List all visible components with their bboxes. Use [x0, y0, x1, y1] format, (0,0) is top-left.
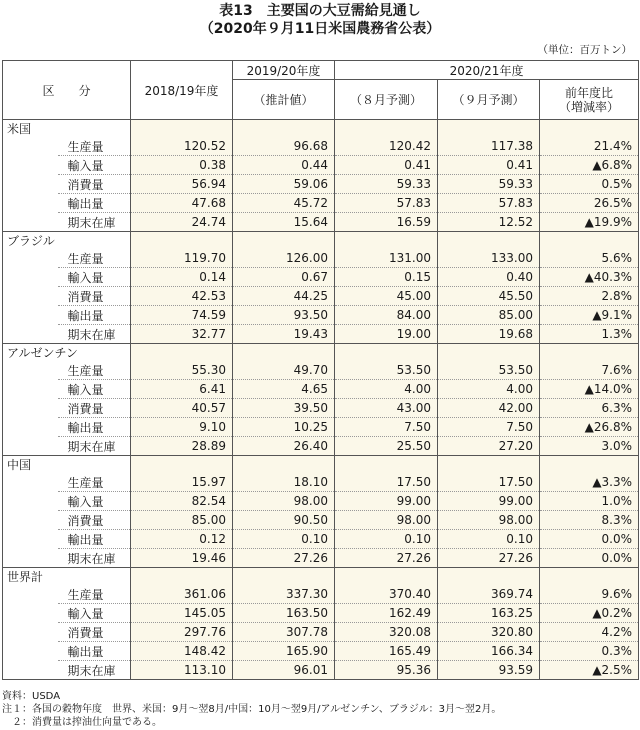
- empty-cell: [131, 456, 233, 474]
- value-cell: ▲26.8%: [540, 418, 639, 437]
- table-row: [3, 156, 639, 175]
- table-row: [3, 511, 639, 530]
- value-cell: 6.3%: [540, 399, 639, 418]
- value-cell: 84.00: [335, 306, 438, 325]
- value-cell: 4.2%: [540, 623, 639, 642]
- item-label: 消費量: [58, 287, 131, 306]
- value-cell: 32.77: [131, 325, 233, 344]
- value-cell: 0.38: [131, 156, 233, 175]
- empty-cell: [438, 344, 540, 362]
- value-cell: 3.0%: [540, 437, 639, 456]
- value-cell: ▲0.2%: [540, 604, 639, 623]
- table-row: [3, 306, 639, 325]
- value-cell: 95.36: [335, 661, 438, 680]
- indent-cell: [3, 473, 58, 492]
- header-2018: 2018/19年度: [131, 61, 233, 120]
- empty-cell: [335, 232, 438, 250]
- table-row: [3, 418, 639, 437]
- table-row: [3, 268, 639, 287]
- value-cell: 307.78: [233, 623, 335, 642]
- indent-cell: [3, 249, 58, 268]
- table-body: [3, 120, 639, 680]
- indent-cell: [3, 268, 58, 287]
- empty-cell: [540, 232, 639, 250]
- value-cell: 320.08: [335, 623, 438, 642]
- value-cell: 0.44: [233, 156, 335, 175]
- indent-cell: [3, 549, 58, 568]
- item-label: 輸出量: [58, 418, 131, 437]
- value-cell: 337.30: [233, 585, 335, 604]
- value-cell: 53.50: [438, 361, 540, 380]
- header-2020-group: 2020/21年度: [335, 61, 639, 80]
- value-cell: 17.50: [438, 473, 540, 492]
- value-cell: 0.0%: [540, 549, 639, 568]
- indent-cell: [3, 399, 58, 418]
- table-row: [3, 399, 639, 418]
- supply-demand-table: [2, 60, 639, 680]
- value-cell: 0.10: [438, 530, 540, 549]
- item-label: 期末在庫: [58, 325, 131, 344]
- value-cell: 53.50: [335, 361, 438, 380]
- value-cell: 98.00: [233, 492, 335, 511]
- value-cell: 27.26: [335, 549, 438, 568]
- value-cell: 98.00: [335, 511, 438, 530]
- value-cell: 119.70: [131, 249, 233, 268]
- value-cell: 15.64: [233, 213, 335, 232]
- value-cell: 297.76: [131, 623, 233, 642]
- item-label: 輸出量: [58, 642, 131, 661]
- value-cell: 19.46: [131, 549, 233, 568]
- value-cell: 0.15: [335, 268, 438, 287]
- table-row: [3, 530, 639, 549]
- value-cell: 27.26: [233, 549, 335, 568]
- unit-label: （単位：百万トン）: [537, 44, 632, 56]
- value-cell: ▲40.3%: [540, 268, 639, 287]
- item-label: 輸出量: [58, 306, 131, 325]
- empty-cell: [233, 344, 335, 362]
- table-row: [3, 623, 639, 642]
- group-row: [3, 568, 639, 586]
- value-cell: 369.74: [438, 585, 540, 604]
- value-cell: 47.68: [131, 194, 233, 213]
- group-row: [3, 344, 639, 362]
- indent-cell: [3, 642, 58, 661]
- group-name: 米国: [3, 120, 131, 138]
- value-cell: 0.5%: [540, 175, 639, 194]
- group-row: [3, 232, 639, 250]
- empty-cell: [131, 344, 233, 362]
- value-cell: 15.97: [131, 473, 233, 492]
- value-cell: 5.6%: [540, 249, 639, 268]
- table-row: [3, 175, 639, 194]
- value-cell: ▲2.5%: [540, 661, 639, 680]
- value-cell: 25.50: [335, 437, 438, 456]
- table-row: [3, 549, 639, 568]
- value-cell: 99.00: [438, 492, 540, 511]
- value-cell: 0.12: [131, 530, 233, 549]
- value-cell: 120.42: [335, 137, 438, 156]
- value-cell: 90.50: [233, 511, 335, 530]
- group-name: ブラジル: [3, 232, 131, 250]
- item-label: 生産量: [58, 249, 131, 268]
- indent-cell: [3, 585, 58, 604]
- header-category: 区 分: [3, 61, 131, 120]
- value-cell: 39.50: [233, 399, 335, 418]
- value-cell: 9.6%: [540, 585, 639, 604]
- empty-cell: [540, 568, 639, 586]
- item-label: 輸入量: [58, 380, 131, 399]
- value-cell: 96.68: [233, 137, 335, 156]
- group-row: [3, 456, 639, 474]
- value-cell: ▲14.0%: [540, 380, 639, 399]
- value-cell: 96.01: [233, 661, 335, 680]
- value-cell: 85.00: [438, 306, 540, 325]
- indent-cell: [3, 437, 58, 456]
- value-cell: 133.00: [438, 249, 540, 268]
- item-label: 輸出量: [58, 194, 131, 213]
- value-cell: ▲9.1%: [540, 306, 639, 325]
- value-cell: 2.8%: [540, 287, 639, 306]
- item-label: 消費量: [58, 175, 131, 194]
- value-cell: 0.3%: [540, 642, 639, 661]
- header-2019-group: 2019/20年度: [233, 61, 335, 80]
- value-cell: 361.06: [131, 585, 233, 604]
- value-cell: 0.40: [438, 268, 540, 287]
- table-row: [3, 642, 639, 661]
- empty-cell: [540, 456, 639, 474]
- indent-cell: [3, 287, 58, 306]
- indent-cell: [3, 156, 58, 175]
- value-cell: 59.06: [233, 175, 335, 194]
- value-cell: 49.70: [233, 361, 335, 380]
- empty-cell: [131, 232, 233, 250]
- value-cell: 370.40: [335, 585, 438, 604]
- empty-cell: [131, 568, 233, 586]
- table-row: [3, 325, 639, 344]
- table-row: [3, 380, 639, 399]
- value-cell: 6.41: [131, 380, 233, 399]
- empty-cell: [335, 568, 438, 586]
- empty-cell: [438, 456, 540, 474]
- value-cell: 0.67: [233, 268, 335, 287]
- value-cell: 113.10: [131, 661, 233, 680]
- value-cell: 59.33: [335, 175, 438, 194]
- table-row: [3, 194, 639, 213]
- value-cell: 85.00: [131, 511, 233, 530]
- value-cell: 145.05: [131, 604, 233, 623]
- indent-cell: [3, 194, 58, 213]
- item-label: 輸入量: [58, 268, 131, 287]
- value-cell: 44.25: [233, 287, 335, 306]
- indent-cell: [3, 492, 58, 511]
- group-name: 中国: [3, 456, 131, 474]
- table-row: [3, 137, 639, 156]
- value-cell: 7.6%: [540, 361, 639, 380]
- value-cell: 93.50: [233, 306, 335, 325]
- value-cell: 26.5%: [540, 194, 639, 213]
- value-cell: 7.50: [335, 418, 438, 437]
- value-cell: 1.0%: [540, 492, 639, 511]
- value-cell: 19.00: [335, 325, 438, 344]
- value-cell: 12.52: [438, 213, 540, 232]
- value-cell: 0.10: [335, 530, 438, 549]
- value-cell: 0.0%: [540, 530, 639, 549]
- value-cell: 10.25: [233, 418, 335, 437]
- table-row: [3, 361, 639, 380]
- value-cell: 18.10: [233, 473, 335, 492]
- item-label: 期末在庫: [58, 437, 131, 456]
- value-cell: 4.65: [233, 380, 335, 399]
- value-cell: 57.83: [335, 194, 438, 213]
- item-label: 生産量: [58, 361, 131, 380]
- table-row: [3, 473, 639, 492]
- empty-cell: [233, 568, 335, 586]
- empty-cell: [438, 568, 540, 586]
- item-label: 輸入量: [58, 604, 131, 623]
- note-1: 注１：各国の穀物年度 世界、米国：9月～翌8月/中国：10月～翌9月/アルゼンチン、ブラジル：3月～翌2月。: [2, 704, 502, 715]
- table-row: [3, 213, 639, 232]
- value-cell: 55.30: [131, 361, 233, 380]
- value-cell: 117.38: [438, 137, 540, 156]
- value-cell: 27.20: [438, 437, 540, 456]
- header-2020-sep: （９月予測）: [438, 80, 540, 120]
- indent-cell: [3, 306, 58, 325]
- value-cell: 16.59: [335, 213, 438, 232]
- table-row: [3, 492, 639, 511]
- value-cell: 27.26: [438, 549, 540, 568]
- indent-cell: [3, 418, 58, 437]
- indent-cell: [3, 361, 58, 380]
- value-cell: 82.54: [131, 492, 233, 511]
- item-label: 期末在庫: [58, 661, 131, 680]
- value-cell: 0.10: [233, 530, 335, 549]
- value-cell: 57.83: [438, 194, 540, 213]
- value-cell: 165.49: [335, 642, 438, 661]
- table-row: [3, 604, 639, 623]
- indent-cell: [3, 137, 58, 156]
- item-label: 輸入量: [58, 156, 131, 175]
- item-label: 輸出量: [58, 530, 131, 549]
- indent-cell: [3, 325, 58, 344]
- value-cell: 19.68: [438, 325, 540, 344]
- empty-cell: [438, 120, 540, 138]
- table-header: [3, 61, 639, 120]
- value-cell: 59.33: [438, 175, 540, 194]
- value-cell: 26.40: [233, 437, 335, 456]
- group-row: [3, 120, 639, 138]
- value-cell: 0.14: [131, 268, 233, 287]
- value-cell: 40.57: [131, 399, 233, 418]
- value-cell: 320.80: [438, 623, 540, 642]
- notes: [2, 690, 501, 729]
- value-cell: 0.41: [438, 156, 540, 175]
- table-row: [3, 437, 639, 456]
- item-label: 消費量: [58, 623, 131, 642]
- note-source: 資料：USDA: [2, 691, 61, 702]
- table-row: [3, 249, 639, 268]
- value-cell: 28.89: [131, 437, 233, 456]
- value-cell: ▲6.8%: [540, 156, 639, 175]
- value-cell: 4.00: [438, 380, 540, 399]
- value-cell: 56.94: [131, 175, 233, 194]
- value-cell: 126.00: [233, 249, 335, 268]
- empty-cell: [335, 120, 438, 138]
- value-cell: 24.74: [131, 213, 233, 232]
- value-cell: 120.52: [131, 137, 233, 156]
- header-2019-estimate: （推計値）: [233, 80, 335, 120]
- header-2020-aug: （８月予測）: [335, 80, 438, 120]
- value-cell: 17.50: [335, 473, 438, 492]
- value-cell: 8.3%: [540, 511, 639, 530]
- item-label: 輸入量: [58, 492, 131, 511]
- item-label: 生産量: [58, 137, 131, 156]
- indent-cell: [3, 623, 58, 642]
- value-cell: 21.4%: [540, 137, 639, 156]
- value-cell: 45.72: [233, 194, 335, 213]
- item-label: 生産量: [58, 473, 131, 492]
- table-title: 表13 主要国の大豆需給見通し: [219, 3, 421, 19]
- value-cell: 162.49: [335, 604, 438, 623]
- empty-cell: [233, 456, 335, 474]
- empty-cell: [335, 344, 438, 362]
- value-cell: 99.00: [335, 492, 438, 511]
- table-row: [3, 661, 639, 680]
- value-cell: 98.00: [438, 511, 540, 530]
- value-cell: 4.00: [335, 380, 438, 399]
- indent-cell: [3, 380, 58, 399]
- value-cell: 93.59: [438, 661, 540, 680]
- empty-cell: [438, 232, 540, 250]
- value-cell: 43.00: [335, 399, 438, 418]
- value-cell: 165.90: [233, 642, 335, 661]
- indent-cell: [3, 213, 58, 232]
- group-name: 世界計: [3, 568, 131, 586]
- empty-cell: [540, 344, 639, 362]
- value-cell: 163.25: [438, 604, 540, 623]
- item-label: 消費量: [58, 511, 131, 530]
- item-label: 消費量: [58, 399, 131, 418]
- value-cell: 45.00: [335, 287, 438, 306]
- value-cell: 148.42: [131, 642, 233, 661]
- item-label: 生産量: [58, 585, 131, 604]
- item-label: 期末在庫: [58, 549, 131, 568]
- value-cell: 42.00: [438, 399, 540, 418]
- value-cell: 166.34: [438, 642, 540, 661]
- value-cell: 163.50: [233, 604, 335, 623]
- indent-cell: [3, 530, 58, 549]
- value-cell: 42.53: [131, 287, 233, 306]
- indent-cell: [3, 661, 58, 680]
- indent-cell: [3, 511, 58, 530]
- value-cell: 131.00: [335, 249, 438, 268]
- item-label: 期末在庫: [58, 213, 131, 232]
- value-cell: 45.50: [438, 287, 540, 306]
- table-row: [3, 585, 639, 604]
- empty-cell: [131, 120, 233, 138]
- value-cell: 7.50: [438, 418, 540, 437]
- empty-cell: [540, 120, 639, 138]
- group-name: アルゼンチン: [3, 344, 131, 362]
- indent-cell: [3, 175, 58, 194]
- value-cell: 74.59: [131, 306, 233, 325]
- indent-cell: [3, 604, 58, 623]
- value-cell: 1.3%: [540, 325, 639, 344]
- value-cell: 19.43: [233, 325, 335, 344]
- table-subtitle: （2020年９月11日米国農務省公表）: [199, 21, 441, 37]
- value-cell: 0.41: [335, 156, 438, 175]
- value-cell: ▲3.3%: [540, 473, 639, 492]
- table-row: [3, 287, 639, 306]
- empty-cell: [233, 232, 335, 250]
- note-2: ２：消費量は搾油仕向量である。: [2, 717, 162, 728]
- value-cell: ▲19.9%: [540, 213, 639, 232]
- empty-cell: [335, 456, 438, 474]
- empty-cell: [233, 120, 335, 138]
- header-change: 前年度比 （増減率）: [540, 80, 639, 120]
- value-cell: 9.10: [131, 418, 233, 437]
